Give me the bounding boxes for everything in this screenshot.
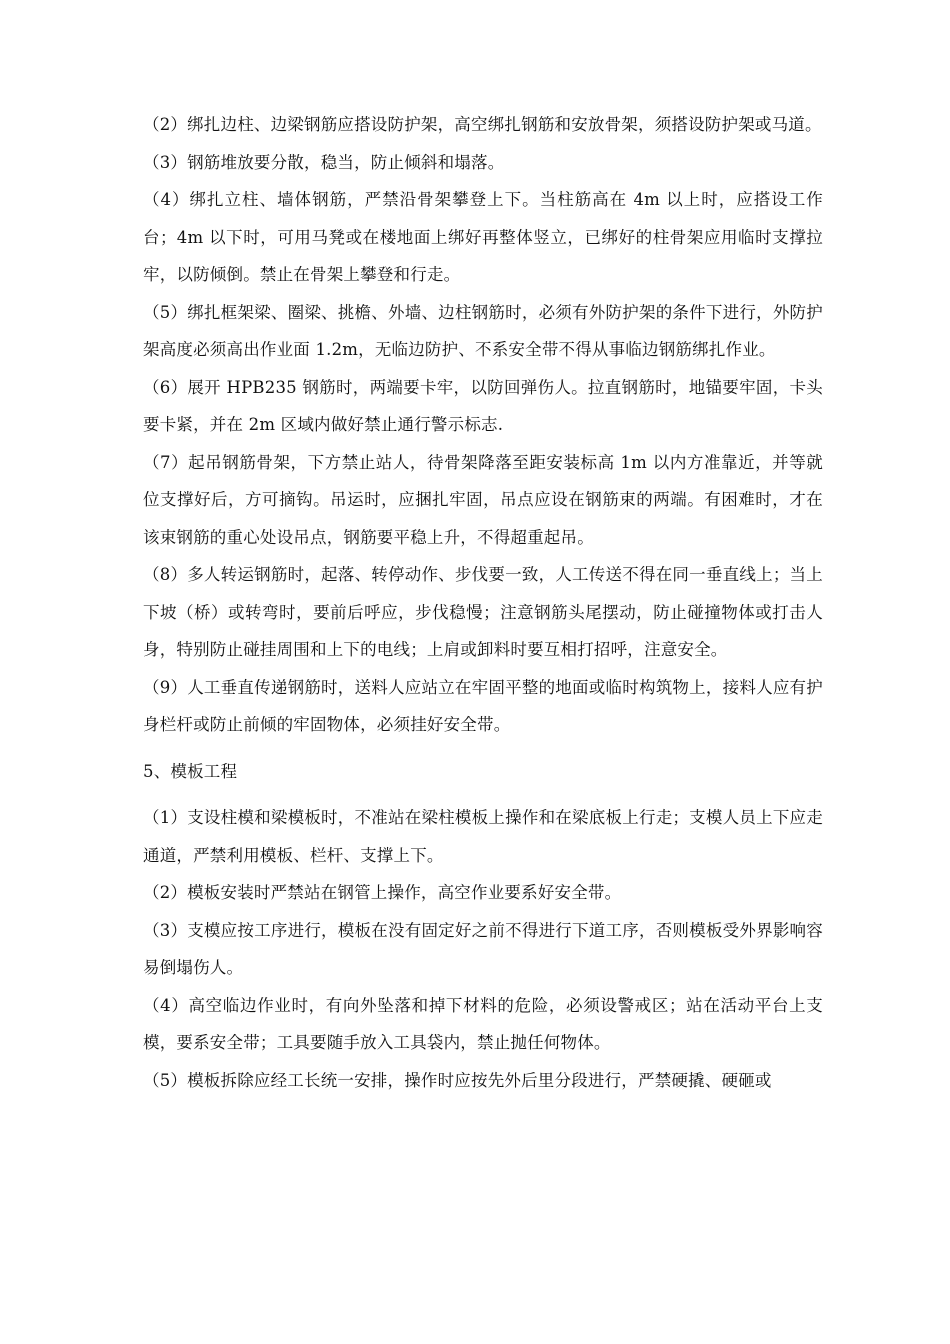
paragraph-rebar-9: （9）人工垂直传递钢筋时，送料人应站立在牢固平整的地面或临时构筑物上，接料人应有护身栏杆或防止前倾的牢固物体，必须挂好安全带。 (143, 677, 823, 734)
paragraph-rebar-7: （7）起吊钢筋骨架，下方禁止站人，待骨架降落至距安装标高 1m 以内方准靠近，并等就位支撑好后，方可摘钩。吊运时，应捆扎牢固，吊点应设在钢筋束的两端。有困难时，才在该束钢筋的重心处设吊点，钢筋要平稳上升，不得超重起吊。 (143, 452, 823, 547)
document-body (143, 106, 823, 1099)
paragraph-formwork-3: （3）支模应按工序进行，模板在没有固定好之前不得进行下道工序，否则模板受外界影响容易倒塌伤人。 (143, 920, 823, 977)
paragraph-formwork-5: （5）模板拆除应经工长统一安排，操作时应按先外后里分段进行，严禁硬撬、硬砸或 (143, 1070, 772, 1090)
paragraph-rebar-2: （2）绑扎边柱、边梁钢筋应搭设防护架，高空绑扎钢筋和安放骨架，须搭设防护架或马道。 (143, 115, 822, 134)
paragraph-rebar-4: （4）绑扎立柱、墙体钢筋，严禁沿骨架攀登上下。当柱筋高在 4m 以上时，应搭设工作台；4m 以下时，可用马凳或在楼地面上绑好再整体竖立，已绑好的柱骨架应用临时支撑拉牢，以防倾倒。禁止在骨架上攀登和行走。 (143, 190, 823, 284)
paragraph-rebar-5: （5）绑扎框架梁、圈梁、挑檐、外墙、边柱钢筋时，必须有外防护架的条件下进行，外防护架高度必须高出作业面 1.2m，无临边防护、不系安全带不得从事临边钢筋绑扎作业。 (143, 302, 823, 359)
paragraph-formwork-4: （4）高空临边作业时，有向外坠落和掉下材料的危险，必须设警戒区；站在活动平台上支模，要系安全带；工具要随手放入工具袋内，禁止抛任何物体。 (143, 995, 823, 1052)
paragraph-formwork-2: （2）模板安装时严禁站在钢管上操作，高空作业要系好安全带。 (143, 883, 622, 902)
paragraph-rebar-3: （3）钢筋堆放要分散，稳当，防止倾斜和塌落。 (143, 152, 505, 172)
section-heading: 5、模板工程 (143, 761, 238, 781)
paragraph-formwork-1: （1）支设柱模和梁模板时，不准站在梁柱模板上操作和在梁底板上行走；支模人员上下应走通道，严禁利用模板、栏杆、支撑上下。 (143, 808, 823, 865)
paragraph-rebar-8: （8）多人转运钢筋时，起落、转停动作、步伐要一致，人工传送不得在同一垂直线上；当上下坡（桥）或转弯时，要前后呼应，步伐稳慢；注意钢筋头尾摆动，防止碰撞物体或打击人身，特别防止碰挂周围和上下的电线；上肩或卸料时要互相打招呼，注意安全。 (143, 565, 823, 659)
paragraph-rebar-6: （6）展开 HPB235 钢筋时，两端要卡牢，以防回弹伤人。拉直钢筋时，地锚要牢固，卡头要卡紧，并在 2m 区域内做好禁止通行警示标志. (143, 377, 823, 434)
